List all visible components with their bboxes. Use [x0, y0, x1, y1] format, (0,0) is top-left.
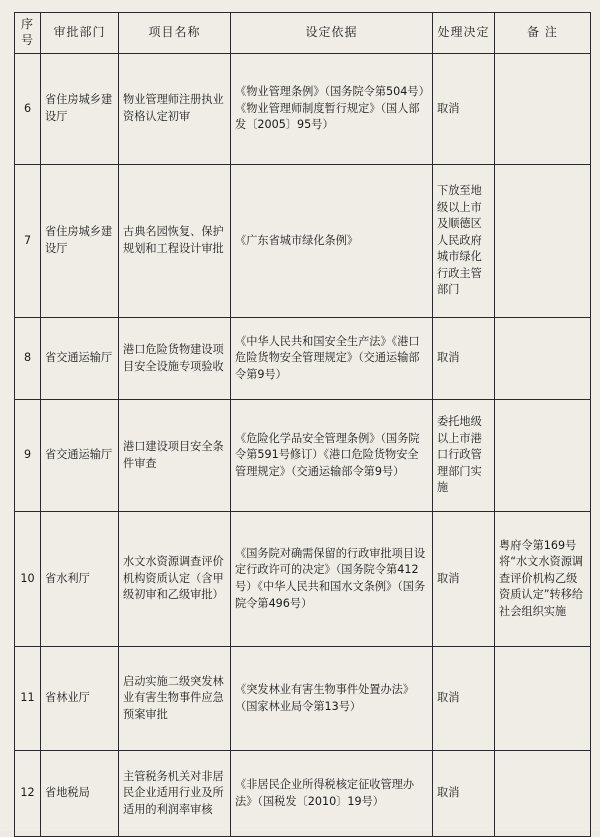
row-decision: 取消 [433, 647, 495, 751]
row-note [495, 751, 591, 837]
row-item: 古典名园恢复、保护规划和工程设计审批 [119, 165, 231, 318]
header-seq: 序 号 [15, 13, 41, 54]
row-note: 粤府令第169号将“水文水资源调查评价机构乙级资质认定”转移给社会组织实施 [495, 512, 591, 647]
row-item: 港口建设项目安全条件审查 [119, 400, 231, 512]
row-number: 11 [15, 647, 41, 751]
row-basis: 《非居民企业所得税核定征收管理办法》（国税发〔2010〕19号） [231, 751, 433, 837]
row-item: 物业管理师注册执业资格认定初审 [119, 54, 231, 165]
row-basis: 《危险化学品安全管理条例》（国务院令第591号修订）《港口危险货物安全管理规定》（交通运输部令第9号） [231, 400, 433, 512]
header-item: 项目名称 [119, 13, 231, 54]
row-dept: 省水利厅 [41, 512, 119, 647]
table-row [15, 751, 591, 837]
row-dept: 省林业厅 [41, 647, 119, 751]
row-basis: 《中华人民共和国安全生产法》《港口危险货物安全管理规定》（交通运输部令第9号） [231, 318, 433, 400]
table-header-row [15, 13, 591, 54]
row-dept: 省地税局 [41, 751, 119, 837]
row-note [495, 54, 591, 165]
header-decision: 处理决定 [433, 13, 495, 54]
row-decision: 取消 [433, 54, 495, 165]
row-dept: 省住房城乡建设厅 [41, 165, 119, 318]
row-number: 8 [15, 318, 41, 400]
row-basis: 《物业管理条例》（国务院令第504号）《物业管理师制度暂行规定》（国人部发〔2005〕95号） [231, 54, 433, 165]
table-row [15, 318, 591, 400]
row-number: 12 [15, 751, 41, 837]
row-number: 10 [15, 512, 41, 647]
row-decision: 取消 [433, 751, 495, 837]
approval-items-table [14, 12, 591, 837]
row-number: 6 [15, 54, 41, 165]
row-number: 9 [15, 400, 41, 512]
row-dept: 省住房城乡建设厅 [41, 54, 119, 165]
table-row [15, 512, 591, 647]
table-row [15, 165, 591, 318]
header-basis: 设定依据 [231, 13, 433, 54]
row-basis: 《国务院对确需保留的行政审批项目设定行政许可的决定》（国务院令第412号）《中华人民共和国水文条例》（国务院令第496号） [231, 512, 433, 647]
table-row [15, 647, 591, 751]
table-row [15, 400, 591, 512]
row-note [495, 647, 591, 751]
row-note [495, 318, 591, 400]
row-decision: 取消 [433, 512, 495, 647]
row-item: 水文水资源调查评价机构资质认定（含甲级初审和乙级审批） [119, 512, 231, 647]
row-item: 主管税务机关对非居民企业适用行业及所适用的利润率审核 [119, 751, 231, 837]
table-row [15, 54, 591, 165]
row-dept: 省交通运输厅 [41, 400, 119, 512]
row-dept: 省交通运输厅 [41, 318, 119, 400]
row-decision: 取消 [433, 318, 495, 400]
header-dept: 审批部门 [41, 13, 119, 54]
header-note: 备 注 [495, 13, 591, 54]
row-basis: 《广东省城市绿化条例》 [231, 165, 433, 318]
row-basis: 《突发林业有害生物事件处置办法》（国家林业局令第13号） [231, 647, 433, 751]
row-number: 7 [15, 165, 41, 318]
row-decision: 下放至地级以上市及顺德区人民政府城市绿化行政主管部门 [433, 165, 495, 318]
row-item: 启动实施二级突发林业有害生物事件应急预案审批 [119, 647, 231, 751]
row-item: 港口危险货物建设项目安全设施专项验收 [119, 318, 231, 400]
row-note [495, 400, 591, 512]
row-decision: 委托地级以上市港口行政管理部门实施 [433, 400, 495, 512]
row-note [495, 165, 591, 318]
